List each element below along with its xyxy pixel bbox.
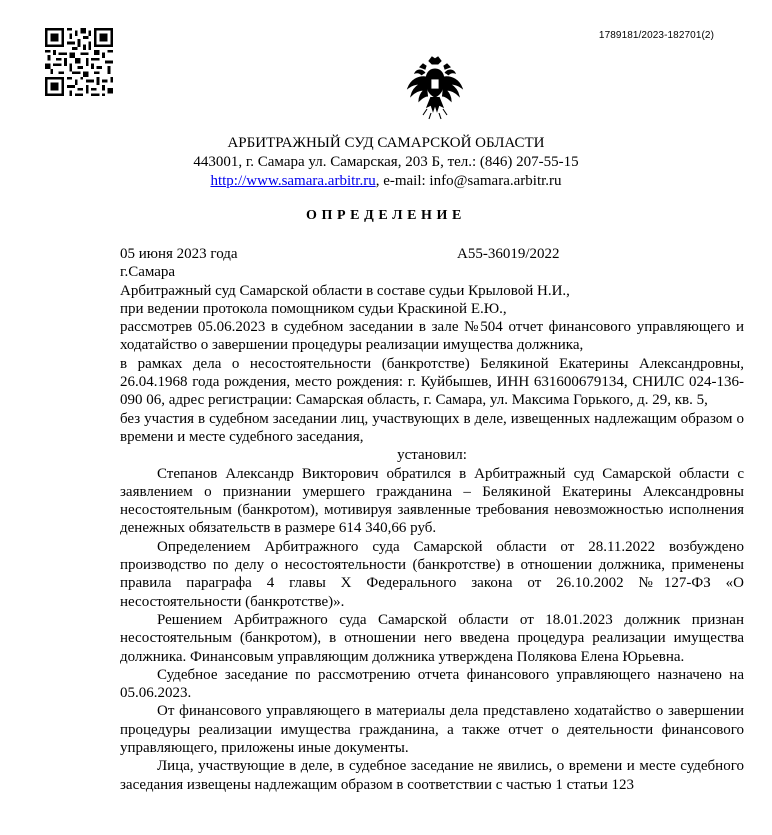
document-number: 1789181/2023-182701(2) <box>598 30 714 41</box>
established-heading: установил: <box>397 447 467 464</box>
coat-of-arms-icon <box>405 55 465 121</box>
court-contacts <box>0 172 772 191</box>
body-paragraph: От финансового управляющего в материалы дела представлено ходатайство о завершении процедуры реализации имущества гражданина, а также отчет о деятельности финансового управляющего, приложены иные документы. <box>120 703 744 757</box>
body-paragraph: Судебное заседание по рассмотрению отчета финансового управляющего назначено на 05.06.2023. <box>120 666 744 702</box>
court-website-link[interactable]: http://www.samara.arbitr.ru <box>210 173 376 189</box>
qr-code <box>45 28 113 96</box>
intro-paragraph: при ведении протокола помощником судьи Краскиной Е.Ю., <box>120 300 507 317</box>
document-date: 05 июня 2023 года <box>120 246 238 262</box>
court-name: АРБИТРАЖНЫЙ СУД САМАРСКОЙ ОБЛАСТИ <box>227 135 545 151</box>
body-paragraph: Решением Арбитражного суда Самарской области от 18.01.2023 должник признан несостоятельным (банкротом), в отношении него введена процедура реализации имущества должника. Финансовым управляющим должника утверждена Полякова Елена Юрьевна. <box>120 611 744 665</box>
document-title: ОПРЕДЕЛЕНИЕ <box>306 208 466 223</box>
court-email: , e-mail: info@samara.arbitr.ru <box>375 173 562 189</box>
document-body <box>120 245 744 794</box>
intro-paragraph: Арбитражный суд Самарской области в составе судьи Крыловой Н.И., <box>120 282 570 299</box>
city: г.Самара <box>120 264 176 281</box>
intro-paragraph: в рамках дела о несостоятельности (банкротстве) Белякиной Екатерины Александровны, 26.04.1968 года рождения, место рождения: г. Куйбышев, ИНН 631600679134, СНИЛС 024-136-090 06, адрес регистрации: Самарская область, г. Самара, ул. Максима Горького, д. 29, кв. 5, <box>120 355 744 409</box>
intro-paragraph: рассмотрев 05.06.2023 в судебном заседании в зале №504 отчет финансового управляющего и ходатайство о завершении процедуры реализации имущества должника, <box>120 319 744 354</box>
court-address: 443001, г. Самара ул. Самарская, 203 Б, тел.: (846) 207-55-15 <box>193 154 579 170</box>
date-case-row <box>120 245 744 263</box>
case-number: А55-36019/2022 <box>457 246 560 262</box>
intro-paragraph: без участия в судебном заседании лиц, участвующих в деле, извещенных надлежащим образом о времени и месте судебного заседания, <box>120 410 744 445</box>
body-paragraph: Степанов Александр Викторович обратился в Арбитражный суд Самарской области с заявлением о признании умершего гражданина – Белякиной Екатерины Александровны несостоятельным (банкротом), мотивируя заявленные требования невозможностью исполнения денежных обязательств в размере 614 340,66 руб. <box>120 465 744 537</box>
body-paragraph: Лица, участвующие в деле, в судебное заседание не явились, о времени и месте судебного заседания извещены надлежащим образом в соответствии с частью 1 статьи 123 <box>120 758 744 793</box>
body-paragraph: Определением Арбитражного суда Самарской области от 28.11.2022 возбуждено производство по делу о несостоятельности (банкротстве) в отношении должника, применены правила параграфа 4 главы X Федерального закона от 26.10.2002 №127-ФЗ «О несостоятельности (банкротстве)». <box>120 538 744 610</box>
